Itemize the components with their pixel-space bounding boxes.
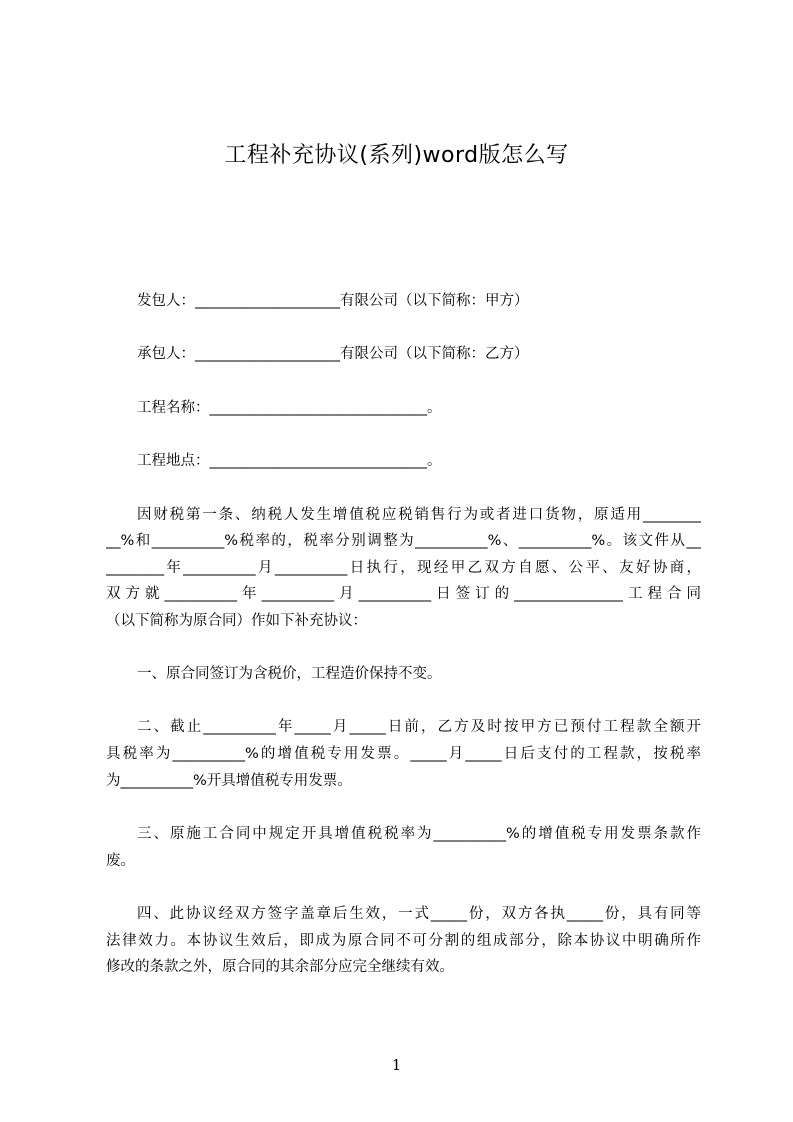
intro-line-1: 因财税第一条、纳税人发生增值税应税销售行为或者进口货物，原适用________ (137, 507, 701, 523)
clause-3-line-1: 三、原施工合同中规定开具增值税税率为__________%的增值税专用发票条款作 (137, 826, 701, 842)
clause-2-line-2: 具税率为__________%的增值税专用发票。_____月_____日后支付的工程款，按税率 (106, 746, 701, 762)
clause-1-line-1: 一、原合同签订为含税价，工程造价保持不变。 (137, 666, 442, 682)
clause-2-line-3: 为__________%开具增值税专用发票。 (106, 773, 352, 789)
clause-3-line-2: 废。 (106, 853, 135, 869)
clause-4-line-3: 修改的条款之外，原合同的其余部分应完全继续有效。 (106, 959, 454, 975)
intro-line-2: __%和__________%税率的，税率分别调整为__________%、__________%。该文件从__ (106, 533, 701, 549)
field-project-location: 工程地点：______________________________。 (137, 453, 442, 469)
clause-2-line-1: 二、截止__________年_____月_____日前，乙方及时按甲方已预付工程款全额开 (137, 719, 701, 735)
intro-line-3: ________年__________月__________日执行，现经甲乙双方自愿、公平、友好协商， (106, 560, 701, 576)
intro-line-5: （以下简称为原合同）作如下补充协议： (106, 613, 367, 629)
field-project-name: 工程名称：______________________________。 (137, 400, 442, 416)
page-number: 1 (391, 1056, 402, 1074)
clause-4-line-1: 四、此协议经双方签字盖章后生效，一式_____份，双方各执_____份，具有同等 (137, 906, 701, 922)
field-contractor: 承包人：____________________有限公司（以下简称：乙方） (137, 346, 529, 362)
clause-4-line-2: 法律效力。本协议生效后，即成为原合同不可分割的组成部分，除本协议中明确所作 (106, 933, 701, 949)
intro-line-4: 双方就__________年__________月__________日签订的_______________工程合同 (106, 586, 701, 602)
field-employer: 发包人：____________________有限公司（以下简称：甲方） (137, 293, 529, 309)
document-title: 工程补充协议(系列)word版怎么写 (224, 143, 569, 168)
